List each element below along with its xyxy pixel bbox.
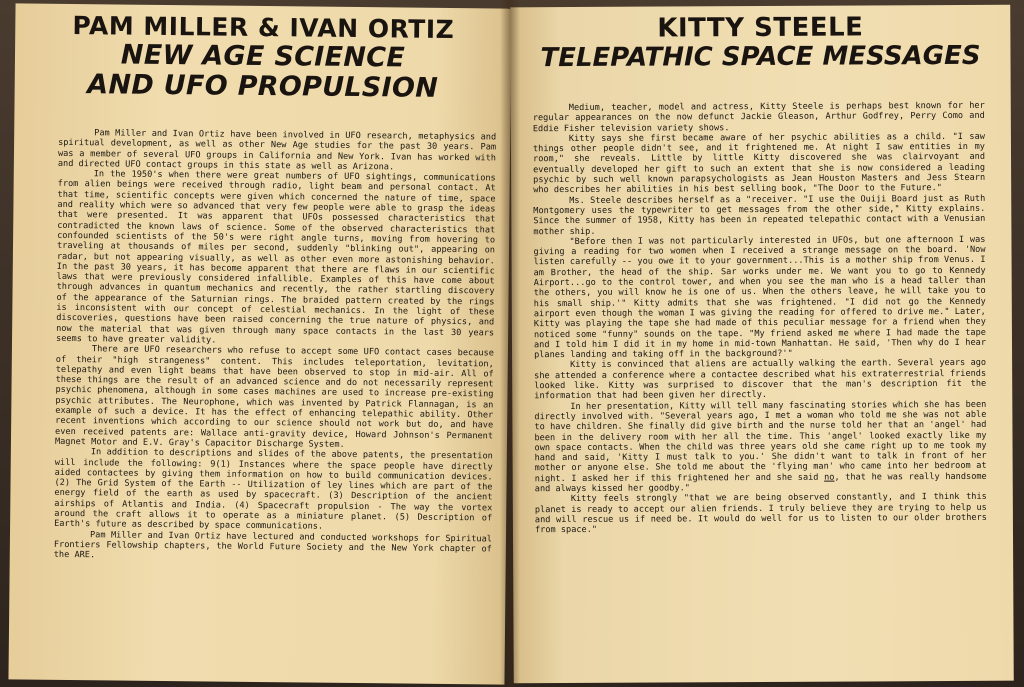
right-paragraph: Ms. Steele describes herself as a "receiver. "I use the Ouiji Board just as Ruth Montgomery uses the typewriter to get messages from the other side," Kitty explains. Since the summer of 1958, Kitty has been in repeated telepathic contact with a Venusian mother ship. bbox=[533, 193, 986, 237]
binding-gutter bbox=[500, 0, 520, 687]
left-paragraph: In the 1950's when there were great numbers of UFO sightings, communications from alien beings were received through radio, light beam and personal contact. At that time, scientific concepts were given which concerned the nature of time, space and reality which were so advanced that very few people were able to grasp the ideas that were presented. It was apparent that UFOs possessed characteristics that contradicted the known laws of science. Some of the observed characteristics that confounded scientists of the 50's were right angle turns, moving from hovering to traveling at thousands of miles per second, suddenly "blinking out", appearing on radar, but not appearing visually, as well as other even more astonishing behavior. In the past 30 years, it has become apparent that there are flaws in our scientific laws that were previously considered infallible. Examples of this have come about through advances in quantum mechanics and recently, the rather startling discovery of the appearance of the Saturnian rings. The braided pattern created by the rings is inconsistent with our concept of celestial mechanics. In the light of these discoveries, questions have been raised concerning the true nature of physics, and now the material that was given through many space contacts in the last 30 years seems to have greater validity. bbox=[55, 169, 496, 346]
left-paragraph: There are UFO researchers who refuse to accept some UFO contact cases because of their "high strangeness" content. This includes teleportation, levitation, telepathy and even light beams that have been observed to stop in mid-air. All of these things are the result of an advanced science and do not necessarily represent psychic phenomena, although in some cases machines are used to increase pre-existing psychic attributes. The Neurophone, which was invented by Patrick Flannagan, is an example of such a device. It has the effect of enhancing telepathic ability. Other recent inventions which according to our science should not work but do, and have even received patents are: Wallace anti-gravity device, Howard Johnson's Permanent Magnet Motor and E.V. Gray's Capacitor Discharge System. bbox=[54, 344, 494, 450]
left-title-line-2: AND UFO PROPULSION bbox=[87, 69, 439, 104]
left-page bbox=[8, 3, 511, 684]
left-title-block bbox=[15, 11, 512, 104]
paragraph-text-end: , that he was really handsome and always kissed her goodby." bbox=[534, 471, 987, 495]
right-author-name: KITTY STEELE bbox=[657, 12, 864, 44]
left-paragraph: Pam Miller and Ivan Ortiz have lectured and conducted workshops for Spiritual Frontiers Fellowship chapters, the World Future Society and the New York chapter of the ARE. bbox=[53, 529, 493, 561]
right-paragraph: Kitty feels strongly "that we are being observed constantly, and I think this planet is ready to accept our alien friends. I truly believe they are trying to help us and will rescue us if need be. It would do well for us to listen to our older brothers from space." bbox=[534, 492, 987, 536]
right-article-body bbox=[533, 101, 987, 536]
right-paragraph: Kitty is convinced that aliens are actually walking the earth. Several years ago she attended a conference where a contactee described what his extraterrestrial friends looked like. Kitty was surprised to discover that the man's description fit the information that had been given her directly. bbox=[534, 358, 987, 402]
left-title-line-1: NEW AGE SCIENCE bbox=[120, 39, 406, 74]
right-title-block bbox=[510, 13, 1010, 74]
left-author-names: PAM MILLER & IVAN ORTIZ bbox=[72, 11, 455, 45]
left-article-body bbox=[54, 128, 497, 565]
right-paragraph: Medium, teacher, model and actress, Kitty Steele is perhaps best known for her regular appearances on the now defunct Jackie Gleason, Arthur Godfrey, Perry Como and Eddie Fisher television variety shows. bbox=[532, 100, 985, 134]
right-paragraph bbox=[534, 399, 986, 494]
right-paragraph: "Before then I was not particularly interested in UFOs, but one afternoon I was giving a reading for two women when I received a strange message on the board. 'Now listen carefully -- you owe it to your government...This is a mother ship from Venus. I am Brother, the head of the ship. Sar works under me. We want you to go to Kennedy Airport...go to the control tower, and when you see the man who is a head taller than the others, you will know he is one of us. When the others leave, he will take you to his small ship.'" Kitty admits that she was frightened. "I did not go the Kennedy airport even though the woman I was giving the reading for offered to drive me." Later, Kitty was playing the tape she had made of this peculiar message for a friend when they noticed some "funny" sounds on the tape. "My friend asked me where I had made the tape and I told him I did it in my home in mid-town Manhattan. He said, 'Then why do I hear planes landing and taking off in the background?'" bbox=[533, 234, 987, 361]
right-title: TELEPATHIC SPACE MESSAGES bbox=[540, 40, 981, 74]
left-paragraph: Pam Miller and Ivan Ortiz have been involved in UFO research, metaphysics and spiritual development, as well as other New Age studies for the past 30 years. Pam was a member of several UFO groups in California and New York. Ivan has worked with and directed UFO contact groups in this state as well as Arizona. bbox=[57, 128, 497, 173]
right-paragraph: Kitty says she first became aware of her psychic abilities as a child. "I saw things other people didn't see, and it frightened me. At night I saw entities in my room," she reveals. Little by little Kitty discovered she was clairvoyant and eventually developed her gift to such an extent that she is now considered a leading psychic by such well known parapsychologists as Jean Houston Masters and Jess Stearn who describes her abilities in his best selling book, "The Door to the Future." bbox=[532, 131, 986, 196]
right-page bbox=[510, 5, 1014, 684]
paragraph-text: In her presentation, Kitty will tell many fascinating stories which she has been directly involved with. "Several years ago, I met a woman who told me she was not able to have children. She finally did give birth and the nurse told her that an 'angel' had been in the delivery room with her all the time. This 'angel' looked exactly like my own space contacts. When the child was three years old she came right up to me took my hand and said, 'Kitty I must talk to you.' She didn't want to talk in front of her mother or anyone else. She told me about the 'flying man' who came into her bedroom at night. I asked her if this frightened her and she said bbox=[534, 399, 987, 484]
left-paragraph: In addition to descriptions and slides of the above patents, the presentation will include the following: 9(1) Instances where the space people have directly aided contactees by giving them information on how to build communication devices. (2) The Grid System of the Earth -- Utilization of ley lines which are part of the energy field of the earth as used by spacecraft. (3) Description of the ancient airships of Atlantis and India. (4) Spacecraft propulsion - The way the vortex around the craft allows it to operate as a miniature planet. (5) Description of Earth's future as described by space communications. bbox=[54, 447, 493, 532]
underlined-word: no bbox=[824, 472, 835, 483]
